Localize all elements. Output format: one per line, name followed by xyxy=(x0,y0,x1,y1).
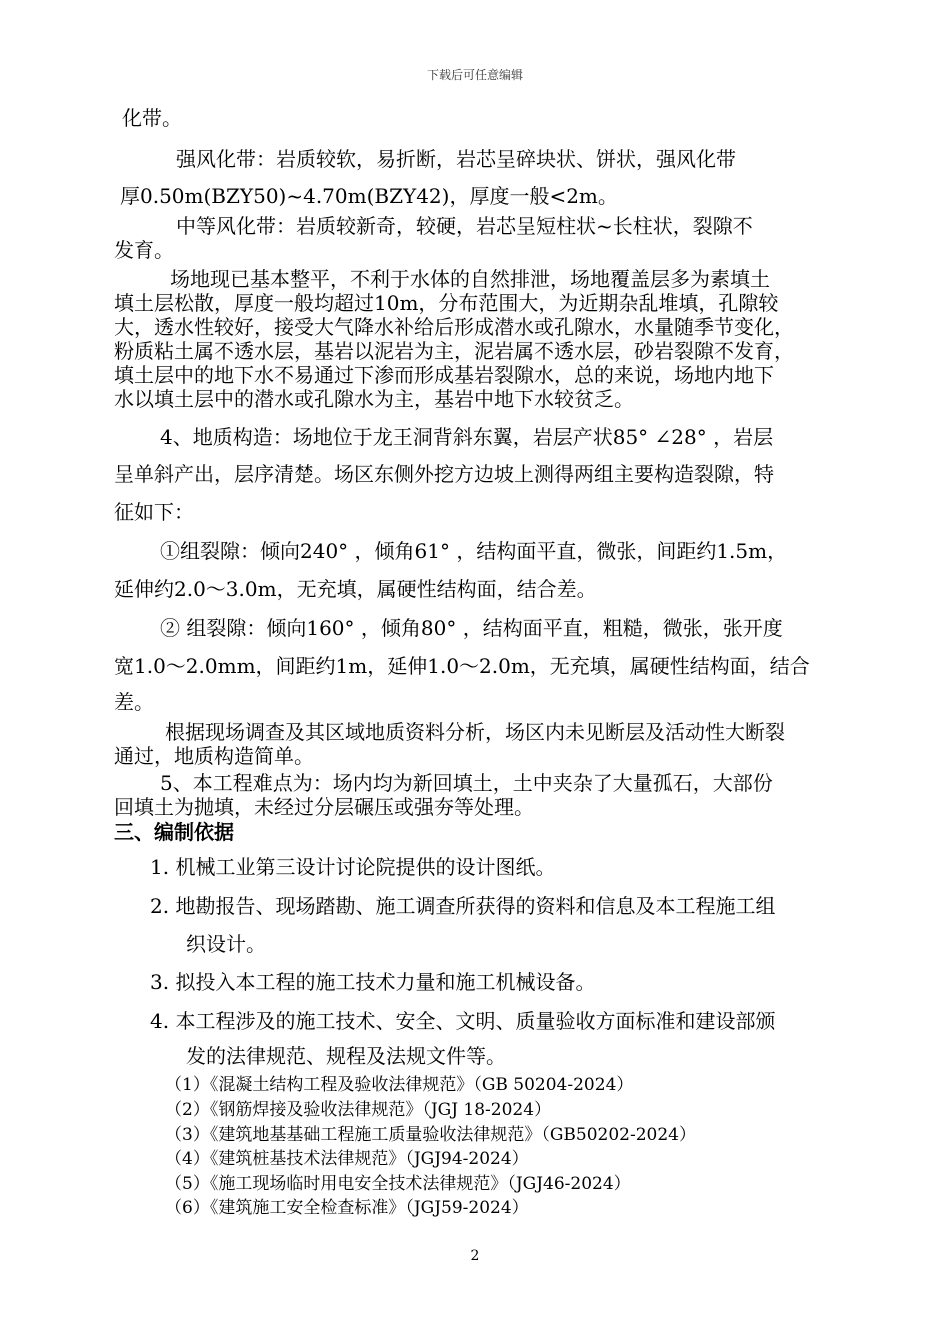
reference-item: （1）《混凝土结构工程及验收法律规范》（GB 50204-2024） xyxy=(165,1075,634,1095)
text-line: 场地现已基本整平，不利于水体的自然排泄，场地覆盖层多为素填土 xyxy=(170,267,770,291)
list-item: 1. 机械工业第三设计讨论院提供的设计图纸。 xyxy=(150,855,556,879)
list-item: 4. 本工程涉及的施工技术、安全、文明、质量验收方面标准和建设部颁 xyxy=(150,1009,776,1033)
text-line: 化带。 xyxy=(122,106,182,130)
text-line: 填土层松散，厚度一般均超过10m，分布范围大，为近期杂乱堆填，孔隙较 xyxy=(114,291,779,315)
text-line: 水以填土层中的潜水或孔隙水为主，基岩中地下水较贫乏。 xyxy=(114,387,634,411)
reference-item: （4）《建筑桩基技术法律规范》（JGJ94-2024） xyxy=(165,1149,529,1169)
text-line: 粉质粘土属不透水层，基岩以泥岩为主，泥岩属不透水层，砂岩裂隙不发育， xyxy=(114,339,794,363)
text-line: 呈单斜产出，层序清楚。场区东侧外挖方边坡上测得两组主要构造裂隙，特 xyxy=(114,462,774,486)
text-line: 厚0.50m(BZY50)~4.70m(BZY42)，厚度一般<2m。 xyxy=(120,184,618,208)
text-line: 5、本工程难点为：场内均为新回填土，土中夹杂了大量孤石，大部份 xyxy=(160,771,773,795)
text-line: 回填土为抛填，未经过分层碾压或强夯等处理。 xyxy=(114,795,534,819)
text-line: 延伸约2.0～3.0m，无充填，属硬性结构面，结合差。 xyxy=(114,577,597,601)
text-line: 中等风化带：岩质较新奇，较硬，岩芯呈短柱状~长柱状，裂隙不 xyxy=(176,214,753,238)
text-line: 强风化带：岩质较软，易折断，岩芯呈碎块状、饼状，强风化带 xyxy=(176,147,736,171)
reference-item: （6）《建筑施工安全检查标准》（JGJ59-2024） xyxy=(165,1198,529,1218)
list-item-continuation: 织设计。 xyxy=(186,932,266,956)
text-line: 通过，地质构造简单。 xyxy=(114,744,314,768)
page-number: 2 xyxy=(470,1248,480,1264)
reference-item: （3）《建筑地基基础工程施工质量验收法律规范》（GB50202-2024） xyxy=(165,1125,696,1145)
list-item: 3. 拟投入本工程的施工技术力量和施工机械设备。 xyxy=(150,970,596,994)
text-line: 大，透水性较好，接受大气降水补给后形成潜水或孔隙水，水量随季节变化， xyxy=(114,315,794,339)
list-item: 2. 地勘报告、现场踏勘、施工调查所获得的资料和信息及本工程施工组 xyxy=(150,894,776,918)
text-line: 征如下： xyxy=(114,500,194,524)
reference-item: （2）《钢筋焊接及验收法律规范》（JGJ 18-2024） xyxy=(165,1100,552,1120)
page-header: 下载后可任意编辑 xyxy=(426,68,523,82)
text-line: 4、地质构造：场地位于龙王洞背斜东翼，岩层产状85° ∠28° ，岩层 xyxy=(160,425,774,449)
text-line: 根据现场调查及其区域地质资料分析，场区内未见断层及活动性大断裂 xyxy=(165,720,785,744)
text-line: 填土层中的地下水不易通过下渗而形成基岩裂隙水，总的来说，场地内地下 xyxy=(114,363,774,387)
section-heading: 三、编制依据 xyxy=(114,820,234,844)
reference-item: （5）《施工现场临时用电安全技术法律规范》（JGJ46-2024） xyxy=(165,1174,631,1194)
text-line: ② 组裂隙：倾向160° ，倾角80° ，结构面平直，粗糙，微张，张开度 xyxy=(160,616,783,640)
text-line: 宽1.0～2.0mm，间距约1m，延伸1.0～2.0m，无充填，属硬性结构面，结合 xyxy=(114,654,810,678)
list-item-continuation: 发的法律规范、规程及法规文件等。 xyxy=(186,1044,506,1068)
text-line: 差。 xyxy=(114,690,154,714)
text-line: 发育。 xyxy=(114,238,174,262)
text-line: ①组裂隙：倾向240° ，倾角61° ，结构面平直，微张，间距约1.5m， xyxy=(160,539,788,563)
